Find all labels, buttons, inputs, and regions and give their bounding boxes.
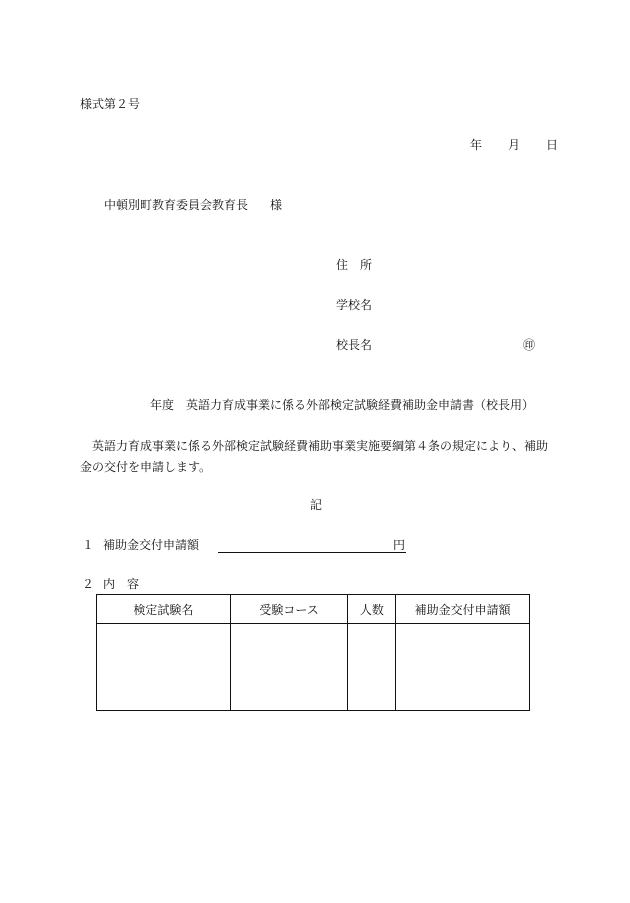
body-text: 英語力育成事業に係る外部検定試験経費補助事業実施要綱第４条の規定により、補助金の交付を申請します。 [80, 439, 549, 474]
date-line [470, 139, 558, 151]
month-label: 月 [508, 138, 521, 152]
school-name-label: 学校名 [336, 298, 373, 312]
cell-count [348, 624, 396, 711]
header-course: 受験コース [230, 595, 348, 624]
item2-number: ２ [82, 577, 95, 591]
document-title: 年度 英語力育成事業に係る外部検定試験経費補助金申請書（校長用） [150, 398, 535, 412]
form-number: 様式第２号 [80, 97, 141, 111]
header-count: 人数 [348, 595, 396, 624]
year-label: 年 [470, 138, 483, 152]
table-header-row [97, 595, 530, 624]
yen-unit: 円 [393, 538, 406, 552]
seal-mark: ㊞ [523, 338, 536, 352]
item2-label: 内容 [103, 577, 152, 591]
recipient-honorific: 様 [270, 198, 283, 212]
amount-underline [218, 539, 406, 553]
ki-heading: 記 [310, 498, 323, 512]
cell-subsidy-amount [396, 624, 530, 711]
cell-exam-name [97, 624, 231, 711]
details-table [96, 594, 530, 711]
item1-number: １ [82, 538, 95, 552]
table-row [97, 624, 530, 711]
principal-name-label: 校長名 [336, 338, 373, 352]
header-exam-name: 検定試験名 [97, 595, 231, 624]
recipient [104, 199, 282, 211]
item1-label: 補助金交付申請額 [103, 538, 200, 552]
address-label: 住 所 [336, 258, 373, 272]
day-label: 日 [546, 138, 559, 152]
header-subsidy-amount: 補助金交付申請額 [396, 595, 530, 624]
cell-course [230, 624, 348, 711]
recipient-name: 中頓別町教育委員会教育長 [104, 198, 249, 212]
